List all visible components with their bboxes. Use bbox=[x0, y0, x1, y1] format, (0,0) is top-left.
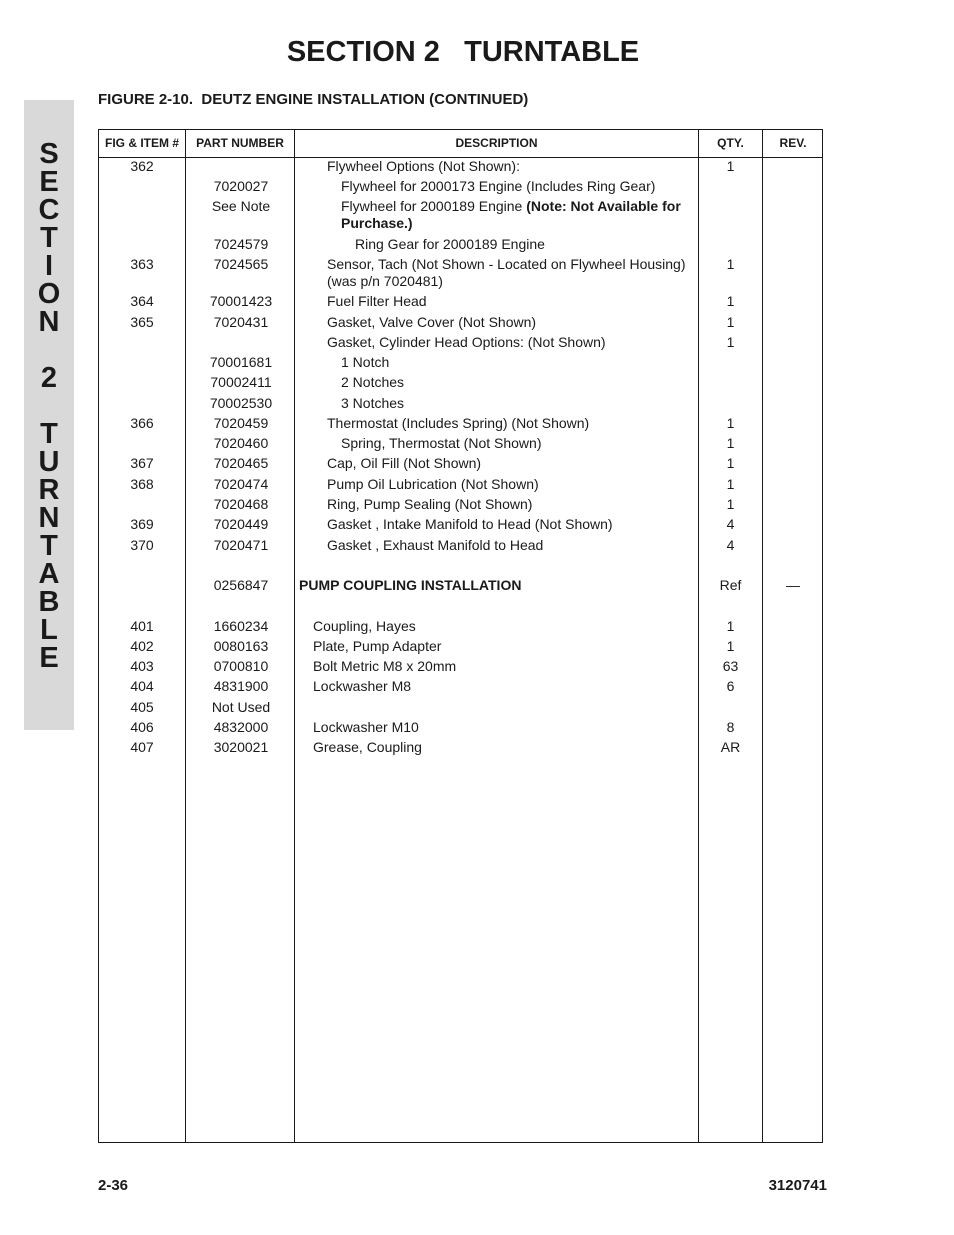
page-title: SECTION 2 TURNTABLE bbox=[286, 36, 640, 68]
description-cell bbox=[313, 658, 695, 675]
part-number-cell: 70002530 bbox=[209, 395, 273, 411]
description-cell bbox=[327, 256, 695, 290]
qty-cell: Ref bbox=[719, 577, 742, 593]
description-text: Thermostat (Includes Spring) (Not Shown) bbox=[327, 415, 590, 431]
qty-cell: 1 bbox=[726, 435, 735, 451]
fig-item-cell: 401 bbox=[130, 618, 154, 634]
description-cell bbox=[341, 354, 695, 371]
fig-item-cell: 404 bbox=[130, 678, 154, 694]
page-number: 2-36 bbox=[98, 1177, 129, 1194]
description-cell bbox=[327, 334, 695, 351]
qty-cell: 1 bbox=[726, 415, 735, 431]
section-side-tab bbox=[24, 100, 74, 730]
parts-table bbox=[98, 129, 823, 1143]
fig-item-cell: 362 bbox=[130, 158, 154, 174]
description-cell bbox=[355, 236, 695, 253]
part-number-cell: 7020027 bbox=[213, 178, 269, 194]
qty-cell: 8 bbox=[726, 719, 735, 735]
part-number-cell: 70002411 bbox=[210, 374, 272, 390]
description-cell bbox=[327, 455, 695, 472]
description-cell bbox=[327, 415, 695, 432]
qty-cell: 4 bbox=[726, 537, 735, 553]
header-qty: QTY. bbox=[717, 136, 744, 150]
qty-cell: 1 bbox=[726, 496, 735, 512]
description-cell bbox=[327, 476, 695, 493]
qty-cell: 1 bbox=[726, 334, 735, 350]
qty-cell: AR bbox=[720, 739, 741, 755]
qty-cell: 6 bbox=[726, 678, 735, 694]
description-cell bbox=[341, 395, 695, 412]
fig-item-cell: 364 bbox=[130, 293, 154, 309]
side-tab-letter: L bbox=[40, 614, 58, 646]
description-text: Lockwasher M10 bbox=[313, 719, 419, 735]
description-text: Flywheel Options (Not Shown): bbox=[327, 158, 520, 174]
header-description: DESCRIPTION bbox=[455, 136, 538, 150]
side-tab-letter: E bbox=[39, 642, 59, 674]
description-cell bbox=[313, 678, 695, 695]
fig-item-cell: 405 bbox=[130, 699, 154, 715]
fig-item-cell: 368 bbox=[130, 476, 154, 492]
side-tab-letter: B bbox=[38, 586, 60, 618]
description-cell bbox=[341, 198, 695, 232]
side-tab-letter: A bbox=[38, 558, 60, 590]
description-text: Lockwasher M8 bbox=[313, 678, 412, 694]
part-number-cell: Not Used bbox=[211, 699, 271, 715]
description-cell bbox=[327, 314, 695, 331]
part-number-cell: 7020431 bbox=[213, 314, 269, 330]
part-number-cell: See Note bbox=[211, 198, 271, 214]
column-divider bbox=[185, 130, 186, 1142]
description-bold-text: PUMP COUPLING INSTALLATION bbox=[299, 577, 522, 593]
part-number-cell: 7020460 bbox=[213, 435, 269, 451]
qty-cell: 1 bbox=[726, 293, 735, 309]
side-tab-letter: I bbox=[44, 250, 54, 282]
side-tab-letter: T bbox=[40, 222, 58, 254]
description-text: Cap, Oil Fill (Not Shown) bbox=[327, 455, 482, 471]
part-number-cell: 7020459 bbox=[213, 415, 269, 431]
description-cell bbox=[299, 577, 695, 594]
side-tab-letter: T bbox=[40, 418, 58, 450]
side-tab-letter: N bbox=[38, 306, 60, 338]
header-rev: REV. bbox=[779, 136, 807, 150]
description-cell bbox=[327, 516, 695, 533]
description-text: Gasket, Cylinder Head Options: (Not Shown) bbox=[327, 334, 606, 350]
qty-cell: 63 bbox=[722, 658, 739, 674]
side-tab-letter: U bbox=[38, 446, 60, 478]
part-number-cell: 7020471 bbox=[213, 537, 269, 553]
part-number-cell: 4831900 bbox=[213, 678, 269, 694]
description-text: Gasket, Valve Cover (Not Shown) bbox=[327, 314, 537, 330]
description-cell bbox=[313, 739, 695, 756]
description-text: Plate, Pump Adapter bbox=[313, 638, 442, 654]
fig-item-cell: 363 bbox=[130, 256, 154, 272]
part-number-cell: 1660234 bbox=[213, 618, 269, 634]
column-divider bbox=[294, 130, 295, 1142]
column-divider bbox=[698, 130, 699, 1142]
part-number-cell: 7024579 bbox=[213, 236, 269, 252]
qty-cell: 1 bbox=[726, 618, 735, 634]
fig-item-cell: 402 bbox=[130, 638, 154, 654]
part-number-cell: 7020449 bbox=[213, 516, 269, 532]
side-tab-letter: S bbox=[39, 138, 59, 170]
description-cell bbox=[341, 178, 695, 195]
description-text: Gasket , Exhaust Manifold to Head bbox=[327, 537, 544, 553]
qty-cell: 1 bbox=[726, 158, 735, 174]
header-fig-item: FIG & ITEM # bbox=[104, 136, 179, 150]
qty-cell: 4 bbox=[726, 516, 735, 532]
description-cell bbox=[313, 618, 695, 635]
document-number: 3120741 bbox=[768, 1177, 827, 1194]
fig-item-cell: 369 bbox=[130, 516, 154, 532]
description-cell bbox=[327, 293, 695, 310]
description-text: Gasket , Intake Manifold to Head (Not Shown) bbox=[327, 516, 613, 532]
description-cell bbox=[341, 435, 695, 452]
side-tab-letter: T bbox=[40, 530, 58, 562]
fig-item-cell: 406 bbox=[130, 719, 154, 735]
description-text: 3 Notches bbox=[341, 395, 405, 411]
fig-item-cell: 367 bbox=[130, 455, 154, 471]
side-tab-letter: 2 bbox=[40, 362, 58, 394]
fig-item-cell: 403 bbox=[130, 658, 154, 674]
description-text: Coupling, Hayes bbox=[313, 618, 416, 634]
description-cell bbox=[327, 496, 695, 513]
figure-title: FIGURE 2-10. DEUTZ ENGINE INSTALLATION (CONTINUED) bbox=[98, 91, 529, 108]
qty-cell: 1 bbox=[726, 314, 735, 330]
description-text: Ring Gear for 2000189 Engine bbox=[355, 236, 545, 252]
description-text: 1 Notch bbox=[341, 354, 390, 370]
side-tab-letter: R bbox=[38, 474, 60, 506]
fig-item-cell: 370 bbox=[130, 537, 154, 553]
part-number-cell: 7020474 bbox=[213, 476, 269, 492]
description-text: Fuel Filter Head bbox=[327, 293, 427, 309]
qty-cell: 1 bbox=[726, 476, 735, 492]
side-tab-letter: N bbox=[38, 502, 60, 534]
part-number-cell: 0700810 bbox=[213, 658, 269, 674]
part-number-cell: 4832000 bbox=[213, 719, 269, 735]
fig-item-cell: 365 bbox=[130, 314, 154, 330]
description-cell bbox=[313, 719, 695, 736]
qty-cell: 1 bbox=[726, 638, 735, 654]
description-text: Sensor, Tach (Not Shown - Located on Flywheel Housing) (was p/n 7020481) bbox=[327, 256, 686, 289]
part-number-cell: 70001681 bbox=[209, 354, 273, 370]
qty-cell: 1 bbox=[726, 256, 735, 272]
part-number-cell: 7024565 bbox=[213, 256, 269, 272]
description-bold-text: (Note: Not Available for Purchase.) bbox=[341, 198, 681, 231]
description-text: Pump Oil Lubrication (Not Shown) bbox=[327, 476, 539, 492]
description-text: Bolt Metric M8 x 20mm bbox=[313, 658, 457, 674]
description-cell bbox=[327, 158, 695, 175]
rev-cell: — bbox=[786, 577, 800, 593]
part-number-cell: 0080163 bbox=[213, 638, 269, 654]
fig-item-cell: 366 bbox=[130, 415, 154, 431]
description-text: Spring, Thermostat (Not Shown) bbox=[341, 435, 542, 451]
side-tab-letter: C bbox=[38, 194, 60, 226]
description-cell bbox=[313, 638, 695, 655]
description-cell bbox=[327, 537, 695, 554]
part-number-cell: 70001423 bbox=[209, 293, 273, 309]
side-tab-letter: E bbox=[39, 166, 59, 198]
part-number-cell: 0256847 bbox=[213, 577, 269, 593]
description-text: Flywheel for 2000189 Engine bbox=[341, 198, 527, 214]
description-text: 2 Notches bbox=[341, 374, 405, 390]
description-text: Ring, Pump Sealing (Not Shown) bbox=[327, 496, 533, 512]
description-text: Flywheel for 2000173 Engine (Includes Ring Gear) bbox=[341, 178, 656, 194]
qty-cell: 1 bbox=[726, 455, 735, 471]
description-text: Grease, Coupling bbox=[313, 739, 422, 755]
part-number-cell: 7020468 bbox=[213, 496, 269, 512]
column-divider bbox=[762, 130, 763, 1142]
header-part-number: PART NUMBER bbox=[196, 136, 284, 150]
fig-item-cell: 407 bbox=[130, 739, 154, 755]
part-number-cell: 7020465 bbox=[213, 455, 269, 471]
description-cell bbox=[341, 374, 695, 391]
side-tab-letter: O bbox=[37, 278, 61, 310]
part-number-cell: 3020021 bbox=[213, 739, 269, 755]
